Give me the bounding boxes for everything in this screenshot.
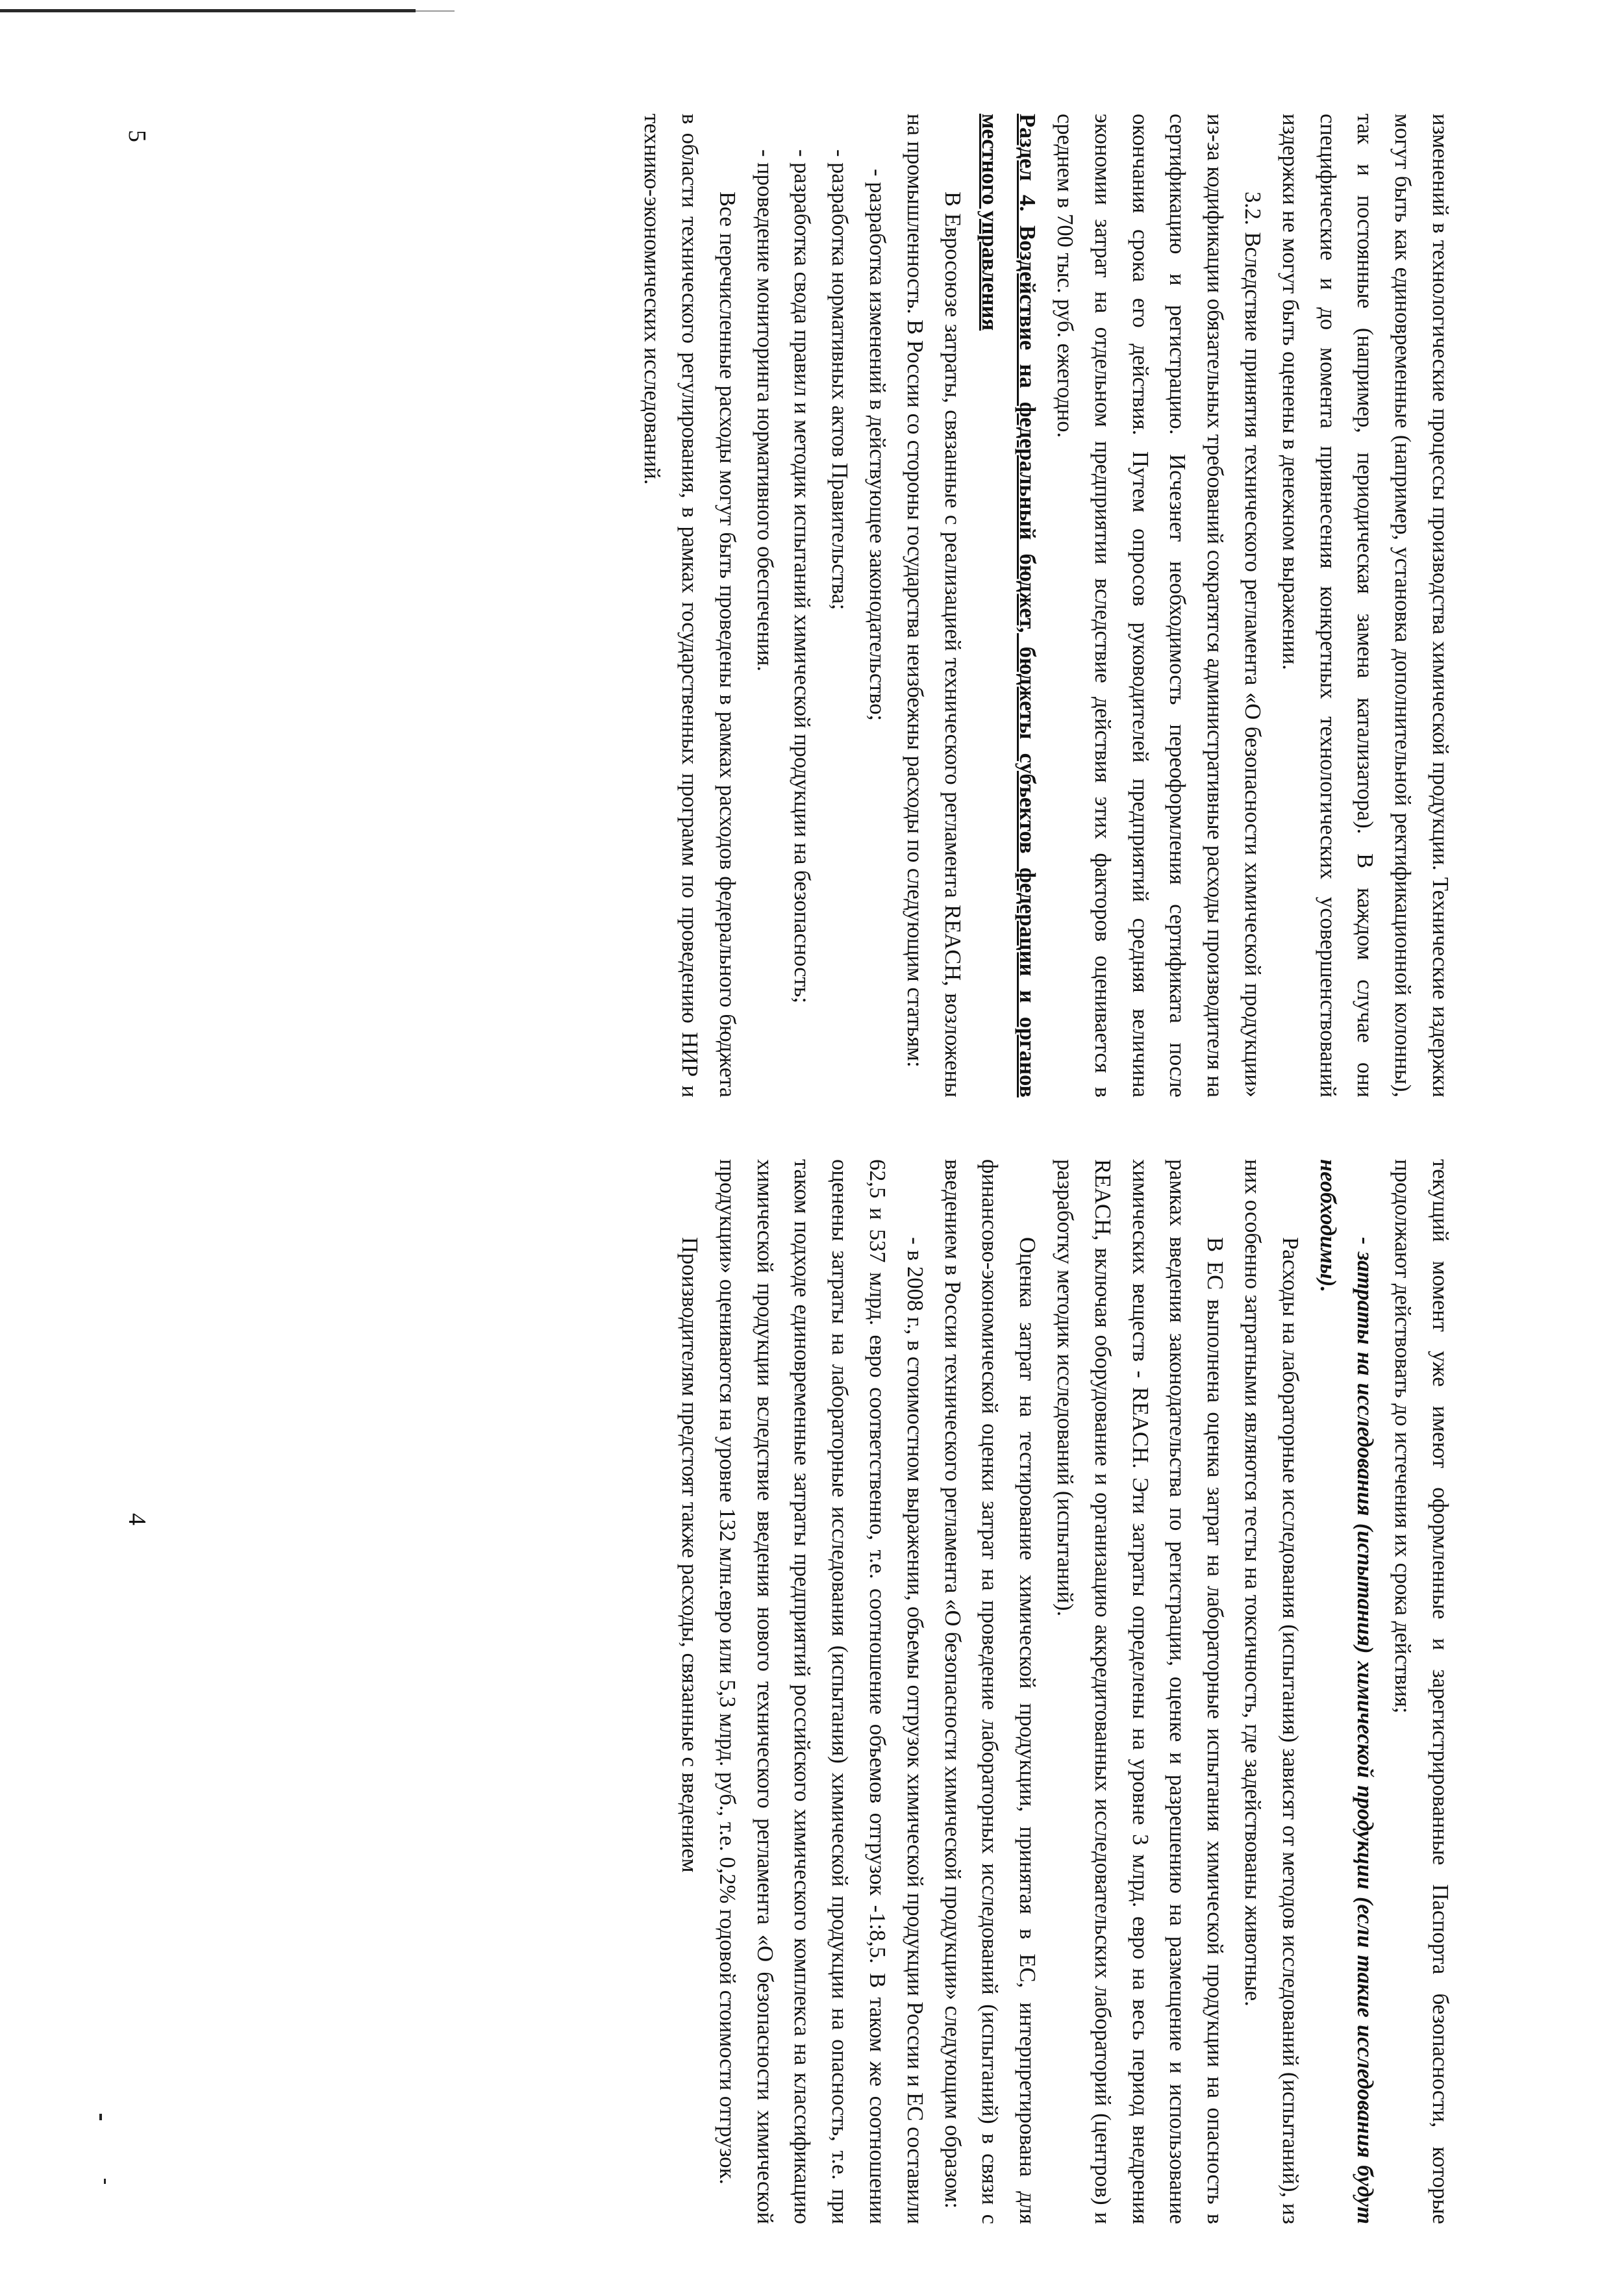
emphasis-text: (если такие исследования будут необходимы). bbox=[1315, 1159, 1378, 2224]
page-number-left: 4 bbox=[123, 1513, 151, 1525]
paragraph: 3.2. Вследствие принятия технического регламента «О безопасности химической продукции» из-за кодификации обязательных требований сократятся административные расходы производителя на сертификацию и регистрацию. Исчезнет необходимость переоформления сертификата после окончания срока его действия. Путем опросов руководителей предприятий средняя величина экономии затрат на отдельном предприятии вследствие действия этих факторов оценивается в среднем в 700 тыс. руб. ежегодно. bbox=[1053, 114, 1266, 1097]
list-item: - разработка свода правил и методик испытаний химической продукции на безопасность; bbox=[790, 149, 815, 1003]
paragraph: Расходы на лабораторные исследования (испытания) зависят от методов исследований (испытаний), из них особенно затратными являются тесты на токсичность, где задействованы животные. bbox=[1240, 1159, 1303, 2224]
paragraph: изменений в технологические процессы производства химической продукции. Технические издержки могут быть как единовременные (например, установка дополнительной ректификационной колонны), так и постоянные (например, периодическая замена катализатора). В каждом случае они специфические и до момента привнесения конкретных технологических усовершенствований издержки не могут быть оценены в денежном выражении. bbox=[1277, 114, 1453, 1097]
scan-speck bbox=[104, 2179, 106, 2184]
list-item: - разработка нормативных актов Правительства; bbox=[827, 149, 853, 610]
paragraph: - в 2008 г., в стоимостном выражении, объемы отгрузок химической продукции России и ЕС составили 62,5 и 537 млрд. евро соответственно, т.е. соотношение объемов отгрузок -1:8,5. В таком же соотношении оценены затраты на лабораторные исследования (испытания) химической продукции на опасность, т.е. при таком подходе единовременные затраты предприятий российского химического комплекса на классификацию химической продукции вследствие введения нового технического регламента «О безопасности химической продукции» оцениваются на уровне 132 млн.евро или 5,3 млрд. руб., т.е. 0,2% годовой стоимости отгрузок. bbox=[714, 1159, 927, 2224]
paragraph: текущий момент уже имеют оформленные и зарегистрированные Паспорта безопасности, которые продолжают действовать до истечения их срока действия; bbox=[1390, 1159, 1453, 2224]
paragraph: Все перечисленные расходы могут быть проведены в рамках расходов федерального бюджета в области технического регулирования, в рамках государственных программ по проведению НИР и технико-экономических исследований. bbox=[640, 114, 740, 1097]
paragraph: В ЕС выполнена оценка затрат на лабораторные испытания химической продукции на опасность в рамках введения законодательства по регистрации, оценке и разрешению на размещение и использование химических веществ - REACH. Эти затраты определены на уровне 3 млрд. евро на весь период внедрения REACH, включая оборудование и организацию аккредитованных исследовательских лабораторий (центров) и разработку методик исследований (испытаний). bbox=[1053, 1159, 1228, 2224]
paragraph-list-item bbox=[1308, 1159, 1384, 2224]
list-item: - разработка изменений в действующее законодательство; bbox=[865, 169, 890, 721]
paragraph: В Евросоюзе затраты, связанные с реализацией технического регламента REACH, возложены на промышленность. В России со стороны государства неизбежны расходы по следующим статьям: bbox=[902, 114, 965, 1097]
paragraph: Производителям предстоят также расходы, связанные с введением bbox=[677, 1237, 703, 1873]
paragraph: Оценка затрат на тестирование химической продукции, принятая в ЕС, интерпретирована для финансово-экономической оценки затрат на проведение лабораторных исследований (испытаний) в связи с введением в России технического регламента «О безопасности химической продукции» следующим образом: bbox=[940, 1159, 1040, 2224]
page-5-text bbox=[632, 114, 1458, 1097]
section-heading: Раздел 4. Воздействие на федеральный бюджет, бюджеты субъектов федерации и органов местного управления bbox=[977, 114, 1040, 1097]
page-4-text bbox=[670, 1159, 1458, 2224]
page-number-right: 5 bbox=[123, 130, 151, 142]
list-item: - проведение мониторинга нормативного обеспечения. bbox=[752, 149, 777, 671]
scan-speck bbox=[99, 2114, 102, 2120]
emphasis-text: - затраты на исследования (испытания) химической продукции bbox=[1353, 1237, 1378, 1890]
